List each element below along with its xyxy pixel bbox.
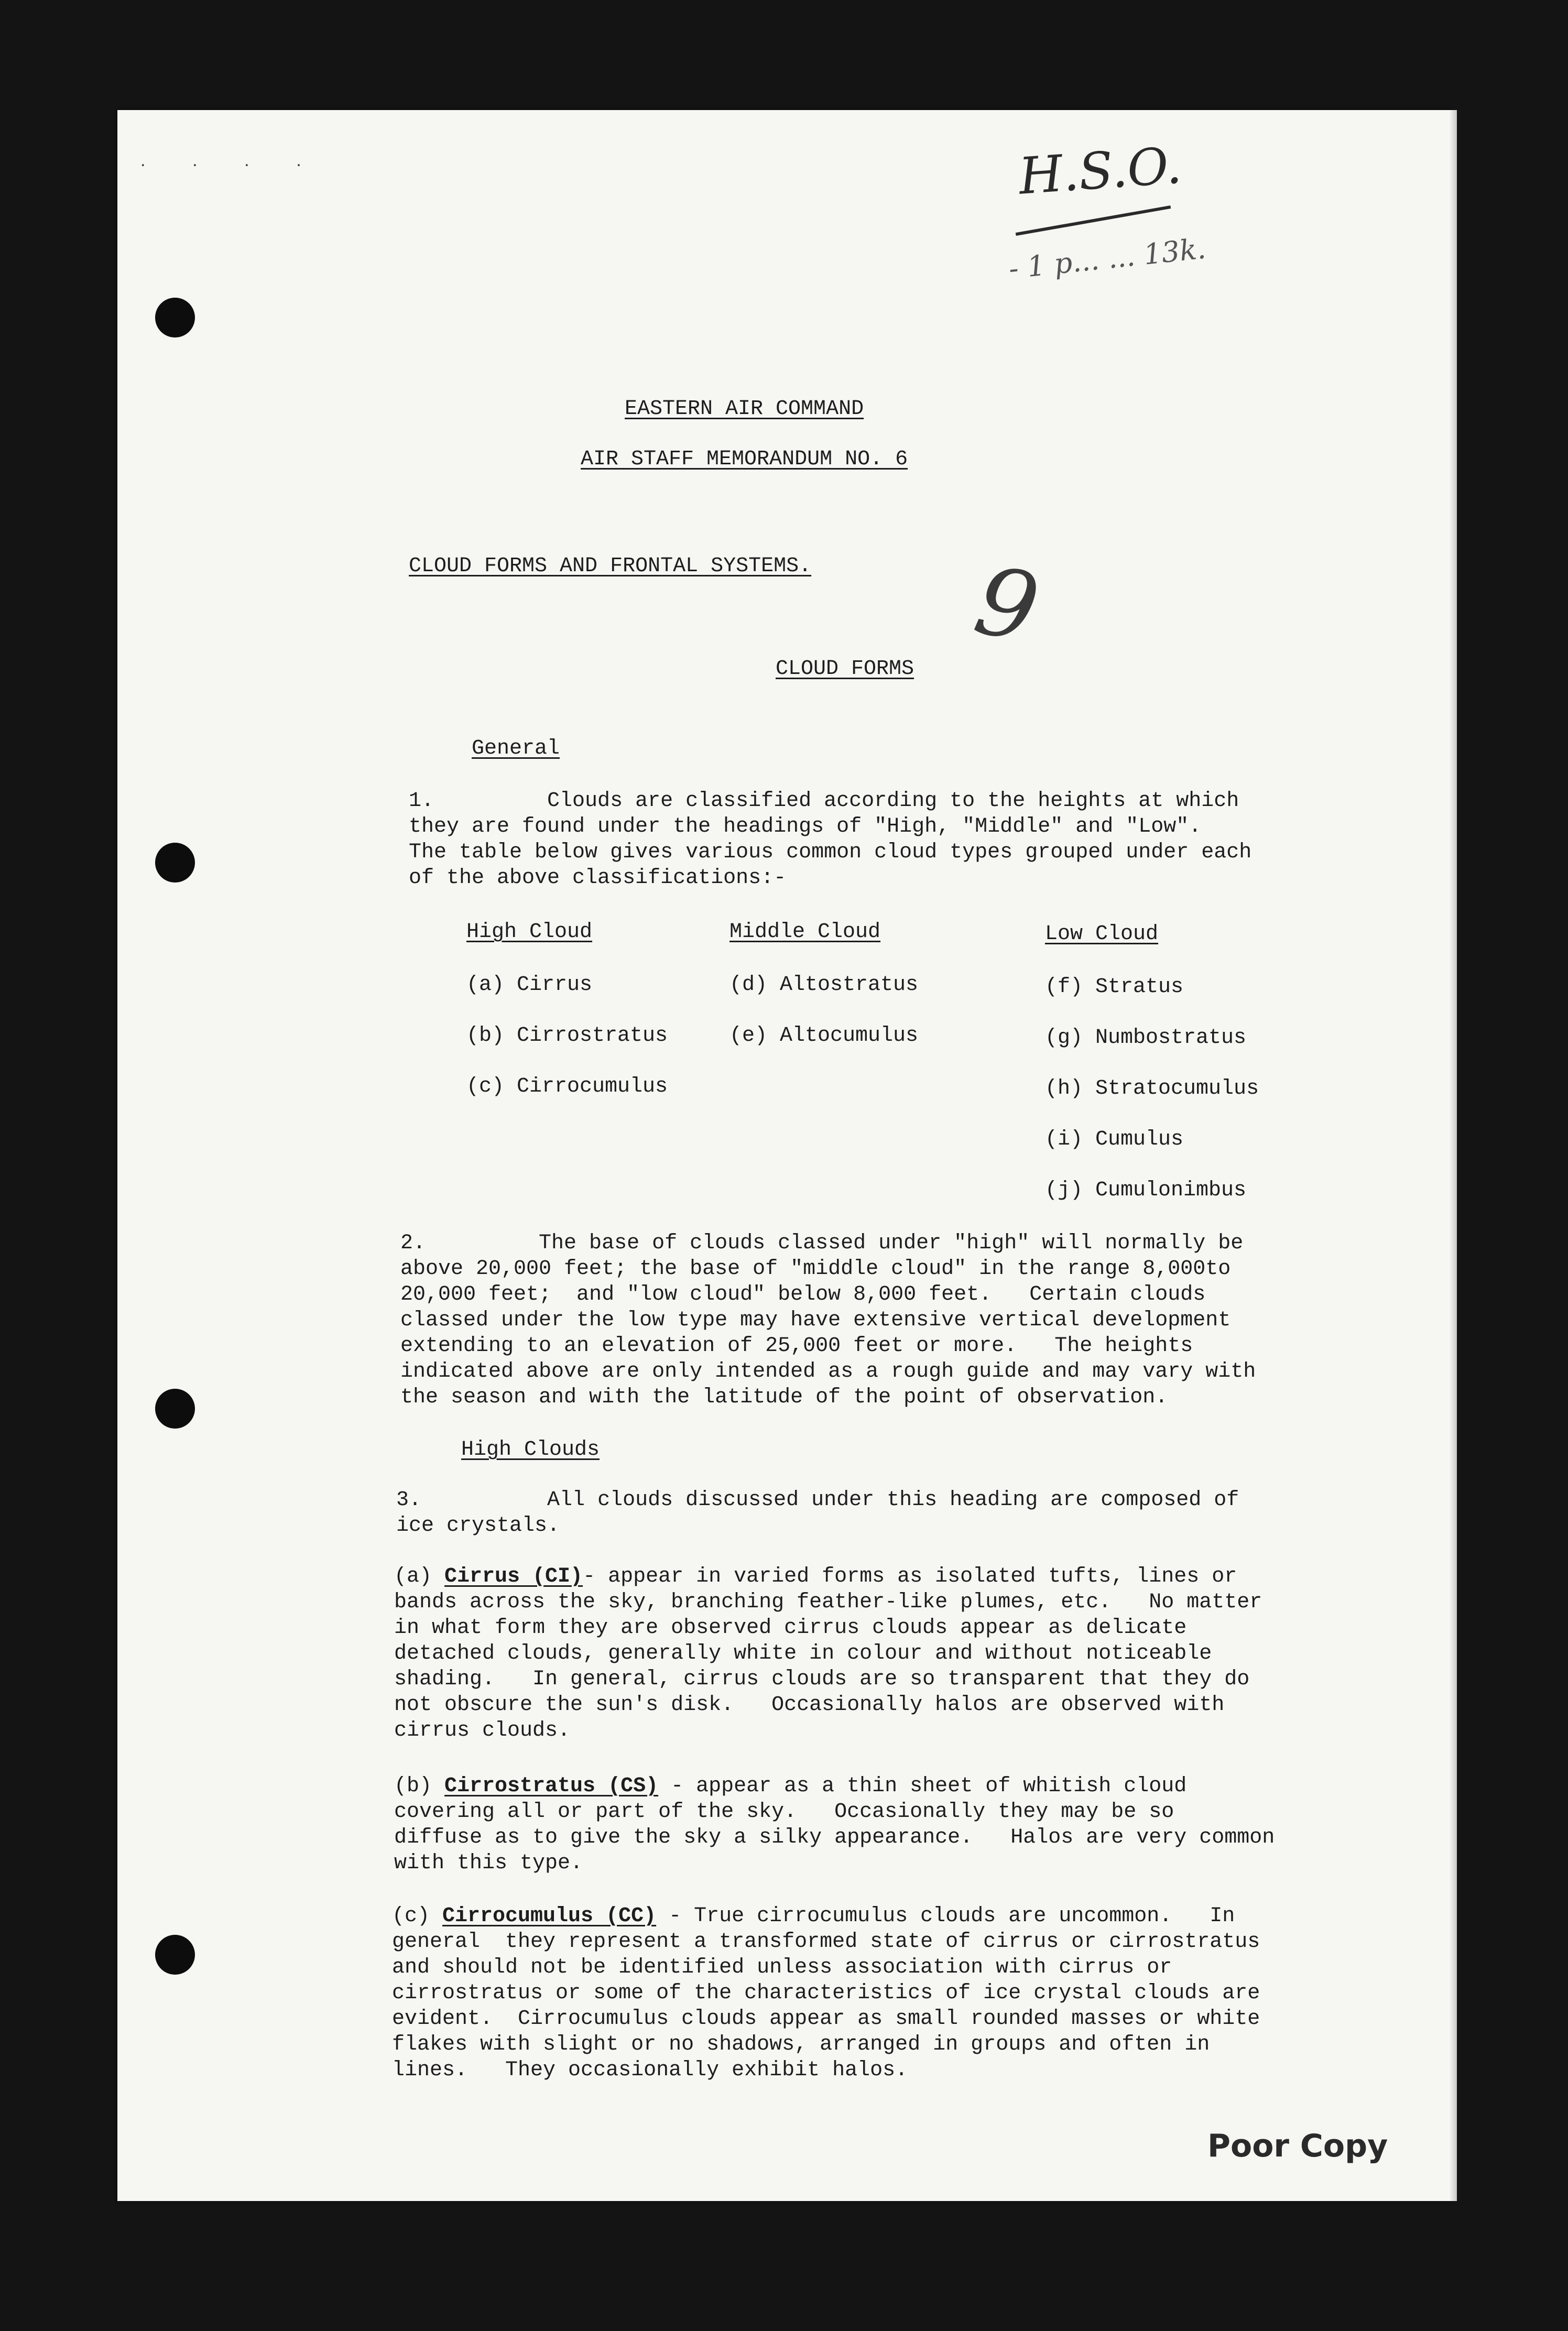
paragraph-3: 3. All clouds discussed under this heading are composed of ice crystals. [396,1488,1239,1538]
cloud-description: - appear in varied forms as isolated tufts, lines or bands across the sky, branching feather-like plumes, etc. No matter in what form they are observed cirrus clouds appear as delicate detached clouds, generally white in colour and without noticeable shading. In general, cirrus clouds are so transparent that they do not obscure the sun's disk. Occasionally halos are observed with cirrus clouds. [394,1565,1262,1742]
cloud-name-cirrocumulus: Cirrocumulus (CC) [442,1904,657,1928]
item-prefix: (c) [392,1904,443,1928]
paragraph-cirrocumulus [392,1903,1260,2083]
item-prefix: (a) [394,1565,445,1588]
handwritten-mark: 9 [966,545,1048,665]
cloud-description: - True cirrocumulus clouds are uncommon. In general they represent a transformed state of cirrus or cirrostratus and should not be identified unless association with cirrus or cirrostratus or some of the characteristics of ice crystal clouds are evident. Cirrocumulus clouds appear as small rounded masses or white flakes with slight or no shadows, arranged in groups and often in lines. They occasionally exhibit halos. [392,1904,1260,2082]
table-item: (g) Numbostratus [1045,1026,1247,1050]
org-title: EASTERN AIR COMMAND [625,397,864,421]
table-item: (j) Cumulonimbus [1045,1179,1247,1202]
table-item: (a) Cirrus [466,973,593,997]
handwritten-note: - 1 p... ... 13k. [1007,232,1207,286]
cloud-description: - appear as a thin sheet of whitish cloud covering all or part of the sky. Occasionally they may be so diffuse as to give the sky a silky appearance. Halos are very common with this type. [394,1774,1275,1875]
cloud-table-high [466,919,668,1099]
section-heading-high-clouds: High Clouds [461,1438,600,1462]
paragraph-cirrostratus [394,1773,1275,1876]
table-item: (b) Cirrostratus [466,1024,668,1048]
document-page [117,110,1453,2201]
cloud-name-cirrostratus: Cirrostratus (CS) [444,1774,659,1798]
cloud-table-low [1045,921,1259,1203]
memo-title: AIR STAFF MEMORANDUM NO. 6 [581,448,908,471]
table-item: (e) Altocumulus [729,1024,919,1048]
section-heading-general: General [472,737,560,760]
column-heading: High Cloud [466,920,593,944]
cloud-name-cirrus: Cirrus (CI) [444,1565,583,1588]
item-prefix: (b) [394,1774,445,1798]
handwritten-note: Poor Copy [1207,2128,1388,2164]
column-heading: Low Cloud [1045,922,1159,946]
punch-hole [155,298,195,337]
paragraph-cirrus [394,1564,1262,1744]
table-item: (d) Altostratus [729,973,919,997]
table-item: (f) Stratus [1045,975,1184,999]
punch-hole [155,1389,195,1429]
corner-marks: . . . . [140,152,322,170]
table-item: (c) Cirrocumulus [466,1075,668,1098]
handwritten-underline [1016,205,1171,236]
subject-title: CLOUD FORMS AND FRONTAL SYSTEMS. [409,554,812,578]
table-item: (i) Cumulus [1045,1128,1184,1151]
cloud-table-middle [729,919,918,1049]
section-title: CLOUD FORMS [776,657,914,681]
punch-hole [155,843,195,883]
handwritten-note: H.S.O. [1017,136,1184,206]
column-heading: Middle Cloud [729,920,881,944]
paragraph-1: 1. Clouds are classified according to the heights at which they are found under the headings of "High, "Middle" and "Low". The table below gives various common cloud types grouped under each of the above classifications:- [409,789,1252,890]
paragraph-2: 2. The base of clouds classed under "high" will normally be above 20,000 feet; the base of "middle cloud" in the range 8,000to 20,000 feet; and "low cloud" below 8,000 feet. Certain clouds classed under the low type may have extensive vertical development extending to an elevation of 25,000 feet or more. The heights indicated above are only intended as a rough guide and may vary with the season and with the latitude of the point of observation. [400,1232,1256,1409]
punch-hole [155,1935,195,1975]
table-item: (h) Stratocumulus [1045,1077,1259,1101]
